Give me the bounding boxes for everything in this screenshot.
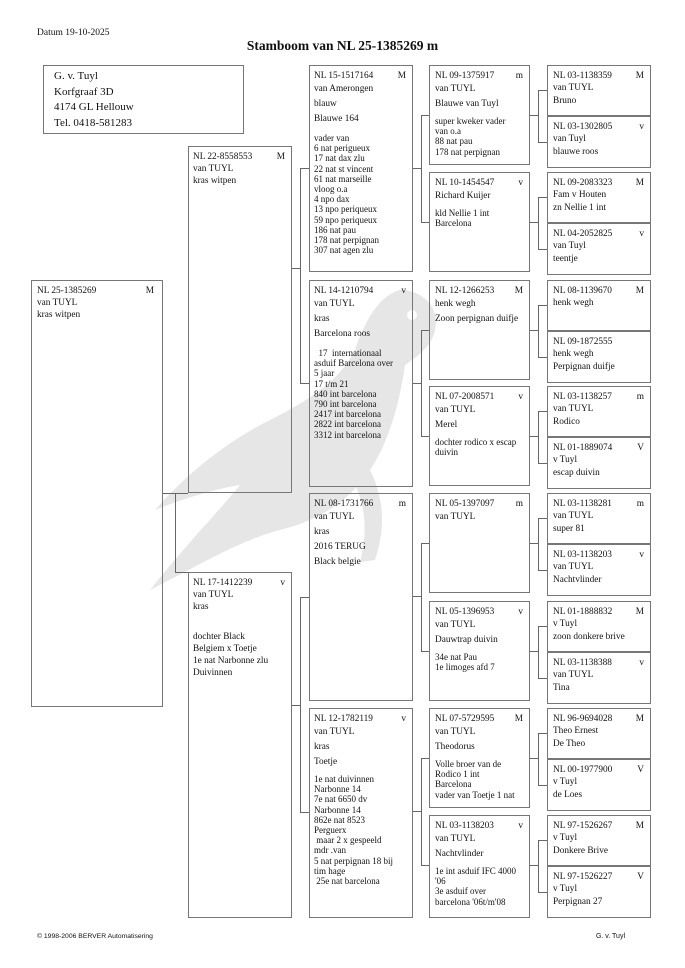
connector-line (538, 305, 539, 357)
pigeon-name: kras (193, 602, 209, 612)
connector-line (421, 651, 429, 652)
note-line: Duivinnen (193, 668, 233, 678)
gen4-pigeon-box (547, 280, 651, 331)
note-line: '06 (435, 876, 446, 887)
ring-number: NL 10-1454547 (435, 178, 495, 188)
owner-label: van TUYL (193, 590, 234, 600)
note-line: 5 nat perpignan 18 bij (314, 855, 393, 866)
sex-label: M (145, 286, 154, 296)
connector-line (538, 678, 547, 679)
ring-number: NL 12-1266253 (435, 286, 495, 296)
owner-label: van Tuyl (553, 134, 586, 144)
connector-line (538, 90, 547, 91)
ring-number: NL 05-1397097 (435, 499, 495, 509)
ring-number: NL 09-1375917 (435, 71, 495, 81)
connector-line (413, 811, 421, 812)
sex-label: M (635, 178, 644, 188)
connector-line (421, 758, 422, 865)
sex-label: M (276, 152, 285, 162)
sex-label: M (635, 607, 644, 617)
extra-label: Black belgie (314, 557, 361, 567)
granddam-paternal-box (309, 280, 413, 487)
ring-number: NL 97-1526227 (553, 872, 613, 882)
note-line: 6 nat perigueux (314, 143, 370, 154)
pigeon-name: escap duivin (553, 468, 600, 478)
pigeon-name: zoon donkere brive (553, 632, 625, 642)
pigeon-name: zn Nellie 1 int (553, 203, 606, 213)
connector-line (538, 892, 547, 893)
ring-number: NL 97-1526267 (553, 821, 613, 831)
note-line: 4 npo dax (314, 194, 350, 205)
note-line: barcelona '06t/m'08 (435, 896, 506, 907)
owner-label: Fam v Houten (553, 190, 607, 200)
gen4-pigeon-box (547, 759, 651, 811)
connector-line (530, 865, 538, 866)
owner-label: van Tuyl (553, 241, 586, 251)
pigeon-name: Zoon perpignan duifje (435, 314, 519, 324)
subject-pigeon-box (31, 280, 163, 707)
note-line: vader van (314, 133, 350, 143)
color-label: kras (314, 742, 330, 752)
sex-label: M (514, 714, 523, 724)
note-line: 178 nat perpignan (435, 146, 500, 157)
owner-label: van TUYL (553, 670, 594, 680)
pigeon-name: Blauwe 164 (314, 114, 359, 124)
connector-line (530, 115, 538, 116)
connector-line (538, 840, 539, 892)
sex-label: v (518, 607, 523, 617)
owner-city: 4174 GL Hellouw (54, 101, 134, 113)
note-line: Narbonne 14 (314, 804, 361, 815)
connector-line (421, 758, 429, 759)
note-line: super kweker vader (435, 116, 506, 126)
note-line: kld Nellie 1 int (435, 208, 490, 218)
connector-line (292, 268, 300, 269)
connector-line (421, 543, 422, 651)
owner-label: henk wegh (435, 299, 476, 309)
connector-line (413, 383, 421, 384)
note-line: 1e nat duivinnen (314, 774, 374, 784)
connector-line (538, 411, 539, 463)
ring-number: NL 03-1138281 (553, 499, 612, 509)
connector-line (421, 330, 429, 331)
note-line: 59 npo periqueux (314, 214, 377, 225)
ring-number: NL 01-1888832 (553, 607, 613, 617)
sex-label: M (635, 71, 644, 81)
owner-label: van TUYL (37, 298, 78, 308)
connector-line (421, 115, 429, 116)
owner-label: van TUYL (435, 620, 476, 630)
color-label: kras (314, 314, 330, 324)
note-line: Belgiem x Toetje (193, 644, 257, 654)
grandsire-maternal-box (309, 493, 413, 701)
note-line: 22 nat st vincent (314, 163, 374, 174)
connector-line (421, 543, 429, 544)
connector-line (538, 197, 539, 249)
gen3-pigeon-box (429, 708, 530, 808)
note-line: Narbonne 14 (314, 784, 361, 795)
owner-street: Korfgraaf 3D (54, 85, 114, 98)
connector-line (538, 840, 547, 841)
owner-label: v Tuyl (553, 884, 578, 894)
sex-label: m (515, 71, 523, 81)
note-line: 17 internationaal (314, 348, 382, 358)
note-line: 17 nat dax zlu (314, 153, 365, 164)
gen3-pigeon-box (429, 280, 530, 380)
gen4-pigeon-box (547, 223, 651, 275)
ring-number: NL 03-1302805 (553, 122, 613, 132)
ring-number: NL 22-8558553 (193, 152, 253, 162)
footer-copyright: © 1998-2006 BERVER Automatisering (37, 933, 153, 940)
ring-number: NL 05-1396953 (435, 607, 495, 617)
note-line: 7e nat 6650 dv (314, 794, 368, 805)
gen4-pigeon-box (547, 437, 651, 489)
ring-number: NL 96-9694028 (553, 714, 613, 724)
connector-line (538, 411, 547, 412)
connector-line (538, 785, 547, 786)
connector-line (538, 142, 547, 143)
note-line: 3312 int barcelona (314, 429, 381, 440)
gen4-pigeon-box (547, 65, 651, 116)
connector-line (538, 90, 539, 142)
gen4-pigeon-box (547, 815, 651, 866)
sex-label: v (639, 229, 644, 239)
connector-line (530, 222, 538, 223)
ring-number: NL 12-1782119 (314, 714, 373, 724)
connector-line (421, 222, 429, 223)
owner-label: van TUYL (553, 404, 594, 414)
gen3-pigeon-box (429, 601, 530, 701)
note-line: dochter rodico x escap (435, 437, 517, 447)
note-line: 88 nat pau (435, 136, 473, 147)
owner-label: van TUYL (435, 512, 476, 522)
ring-number: NL 07-2008571 (435, 392, 495, 402)
father-box (188, 146, 292, 493)
owner-label: v Tuyl (553, 777, 578, 787)
ring-number: NL 03-1138388 (553, 658, 612, 668)
sex-label: M (635, 821, 644, 831)
note-line: Rodico 1 int (435, 769, 480, 780)
connector-line (300, 597, 301, 812)
connector-line (300, 383, 309, 384)
note-line: 840 int barcelona (314, 388, 377, 399)
sex-label: M (635, 286, 644, 296)
pigeon-name: 2016 TERUG (314, 542, 366, 552)
sex-label: v (518, 392, 523, 402)
sex-label: v (518, 178, 523, 188)
sex-label: m (398, 499, 406, 509)
gen4-pigeon-box (547, 866, 651, 918)
ring-number: NL 04-2052825 (553, 229, 613, 239)
connector-line (175, 493, 188, 494)
note-line: van o.a (435, 126, 461, 137)
sex-label: M (397, 71, 406, 81)
owner-label: van TUYL (553, 511, 594, 521)
note-line: 34e nat Pau (435, 652, 477, 662)
ring-number: NL 07-5729595 (435, 714, 495, 724)
pigeon-name: Toetje (314, 757, 338, 767)
ring-number: NL 15-1517164 (314, 71, 374, 81)
print-date: Datum 19-10-2025 (37, 28, 110, 38)
ring-number: NL 08-1139670 (553, 286, 612, 296)
ring-number: NL 08-1731766 (314, 499, 374, 509)
gen4-pigeon-box (547, 601, 651, 652)
gen4-pigeon-box (547, 331, 651, 383)
connector-line (421, 865, 429, 866)
note-line: 17 t/m 21 (314, 378, 349, 389)
owner-box (43, 65, 244, 134)
gen4-pigeon-box (547, 386, 651, 437)
connector-line (421, 330, 422, 436)
page-title: Stamboom van NL 25-1385269 m (246, 38, 439, 53)
connector-line (421, 115, 422, 222)
connector-line (300, 168, 309, 169)
owner-label: van TUYL (435, 834, 476, 844)
connector-line (538, 518, 547, 519)
connector-line (538, 570, 547, 571)
gen4-pigeon-box (547, 172, 651, 223)
pigeon-name: teentje (553, 254, 578, 264)
note-line: 61 nat marseille (314, 173, 372, 184)
connector-line (530, 543, 538, 544)
sex-label: V (637, 443, 644, 453)
connector-line (538, 518, 539, 570)
granddam-maternal-box (309, 708, 413, 918)
note-line: 1e limoges afd 7 (435, 662, 495, 673)
connector-line (538, 197, 547, 198)
owner-label: Richard Kuijer (435, 191, 491, 201)
connector-line (538, 305, 547, 306)
sex-label: V (637, 765, 644, 775)
connector-line (175, 572, 188, 573)
owner-phone: Tel. 0418-581283 (54, 116, 133, 129)
sex-label: m (636, 499, 644, 509)
pigeon-name: super 81 (553, 524, 585, 534)
pigeon-name: Perpignan 27 (553, 897, 603, 907)
pigeon-name: Donkere Brive (553, 846, 608, 856)
owner-label: van TUYL (314, 727, 355, 737)
pigeon-name: Rodico (553, 417, 580, 427)
pigeon-name: Merel (435, 420, 458, 430)
connector-line (530, 436, 538, 437)
owner-label: v Tuyl (553, 833, 578, 843)
note-line: 5 jaar (314, 368, 335, 379)
note-line: 25e nat barcelona (314, 876, 380, 887)
connector-line (530, 330, 538, 331)
pigeon-name: blauwe roos (553, 147, 599, 157)
note-line: asduif Barcelona over (314, 358, 393, 369)
owner-name: G. v. Tuyl (54, 70, 98, 82)
gen4-pigeon-box (547, 708, 651, 759)
note-line: duivin (435, 447, 459, 458)
owner-label: van TUYL (314, 512, 355, 522)
ring-number: NL 03-1138359 (553, 71, 612, 81)
note-line: 2417 int barcelona (314, 409, 381, 420)
gen4-pigeon-box (547, 544, 651, 596)
connector-line (538, 357, 547, 358)
note-line: Barcelona (435, 218, 472, 229)
note-line: 307 nat agen zlu (314, 245, 374, 256)
note-line: 186 nat pau (314, 224, 356, 235)
sex-label: v (401, 286, 406, 296)
ring-number: NL 14-1210794 (314, 286, 374, 296)
pigeon-name: Theodorus (435, 742, 475, 752)
note-line: 862e nat 8523 (314, 814, 365, 825)
owner-label: van TUYL (553, 83, 594, 93)
owner-label: van TUYL (553, 562, 594, 572)
note-line: dochter Black (193, 632, 245, 642)
owner-label: van TUYL (193, 164, 234, 174)
gen3-pigeon-box (429, 815, 530, 918)
sex-label: v (639, 550, 644, 560)
sex-label: M (635, 714, 644, 724)
gen3-pigeon-box (429, 493, 530, 593)
note-line: mdr .van (314, 845, 346, 856)
owner-label: van TUYL (314, 299, 355, 309)
sex-label: m (515, 499, 523, 509)
note-line: maar 2 x gespeeld (314, 835, 382, 846)
note-line: vader van Toetje 1 nat (435, 789, 515, 800)
note-line: 2822 int barcelona (314, 419, 381, 430)
owner-label: henk wegh (553, 298, 594, 308)
sex-label: v (518, 821, 523, 831)
pigeon-name: de Loes (553, 790, 583, 800)
owner-label: van Amerongen (314, 84, 374, 94)
owner-label: henk wegh (553, 349, 594, 359)
owner-label: van TUYL (435, 84, 476, 94)
connector-line (538, 463, 547, 464)
sex-label: v (401, 714, 406, 724)
connector-line (300, 597, 309, 598)
gen3-pigeon-box (429, 386, 530, 486)
note-line: Perguerx (314, 825, 347, 836)
owner-label: v Tuyl (553, 619, 578, 629)
sex-label: v (639, 658, 644, 668)
sex-label: v (639, 122, 644, 132)
ring-number: NL 25-1385269 (37, 286, 97, 296)
connector-line (175, 493, 176, 573)
owner-label: van TUYL (435, 727, 476, 737)
pigeon-name: Barcelona roos (314, 329, 371, 339)
footer-owner: G. v. Tuyl (595, 933, 625, 940)
note-line: 13 npo periqueux (314, 204, 377, 215)
pigeon-name: kras witpen (37, 310, 81, 320)
sex-label: V (637, 872, 644, 882)
connector-line (300, 812, 309, 813)
sex-label: M (514, 286, 523, 296)
connector-line (300, 168, 301, 383)
connector-line (538, 733, 539, 785)
ring-number: NL 09-1872555 (553, 337, 613, 347)
pigeon-name: kras witpen (193, 176, 237, 186)
pigeon-name: Nachtvlinder (553, 575, 602, 585)
grandsire-paternal-box (309, 65, 413, 272)
mother-box (188, 572, 292, 918)
connector-line (413, 596, 421, 597)
ring-number: NL 17-1412239 (193, 578, 253, 588)
gen3-pigeon-box (429, 172, 530, 272)
note-line: 3e asduif over (435, 886, 486, 897)
gen4-pigeon-box (547, 116, 651, 168)
connector-line (538, 249, 547, 250)
connector-line (421, 436, 429, 437)
pigeon-name: Dauwtrap duivin (435, 635, 498, 645)
owner-label: van TUYL (435, 405, 476, 415)
connector-line (538, 626, 539, 678)
ring-number: NL 09-2083323 (553, 178, 613, 188)
owner-label: v Tuyl (553, 455, 578, 465)
connector-line (538, 626, 547, 627)
connector-line (413, 168, 421, 169)
note-line: 1e int asduif IFC 4000 (435, 866, 516, 876)
pigeon-name: Blauwe van Tuyl (435, 99, 499, 109)
connector-line (538, 733, 547, 734)
pigeon-name: De Theo (553, 739, 586, 749)
sex-label: v (280, 578, 285, 588)
note-line: Barcelona (435, 779, 472, 790)
note-line: tim hage (314, 865, 346, 876)
ring-number: NL 01-1889074 (553, 443, 613, 453)
connector-line (163, 493, 175, 494)
ring-number: NL 03-1138257 (553, 392, 612, 402)
sex-label: m (636, 392, 644, 402)
gen4-pigeon-box (547, 652, 651, 704)
pigeon-name: Tina (553, 683, 570, 693)
ring-number: NL 03-1138203 (435, 821, 494, 831)
connector-line (292, 705, 300, 706)
note-line: 178 nat perpignan (314, 235, 379, 246)
connector-line (530, 758, 538, 759)
pigeon-name: Bruno (553, 96, 577, 106)
color-label: kras (314, 527, 330, 537)
gen4-pigeon-box (547, 493, 651, 544)
note-line: Volle broer van de (435, 759, 502, 769)
note-line: vloog o.a (314, 184, 348, 195)
note-line: 790 int barcelona (314, 399, 377, 410)
color-label: blauw (314, 99, 337, 109)
connector-line (530, 651, 538, 652)
note-line: 1e nat Narbonne zlu (193, 656, 269, 666)
pigeon-name: Nachtvlinder (435, 849, 484, 859)
gen3-pigeon-box (429, 65, 530, 165)
ring-number: NL 00-1977900 (553, 765, 613, 775)
pigeon-name: Perpignan duifje (553, 362, 615, 372)
owner-label: Theo Ernest (553, 726, 599, 736)
ring-number: NL 03-1138203 (553, 550, 612, 560)
